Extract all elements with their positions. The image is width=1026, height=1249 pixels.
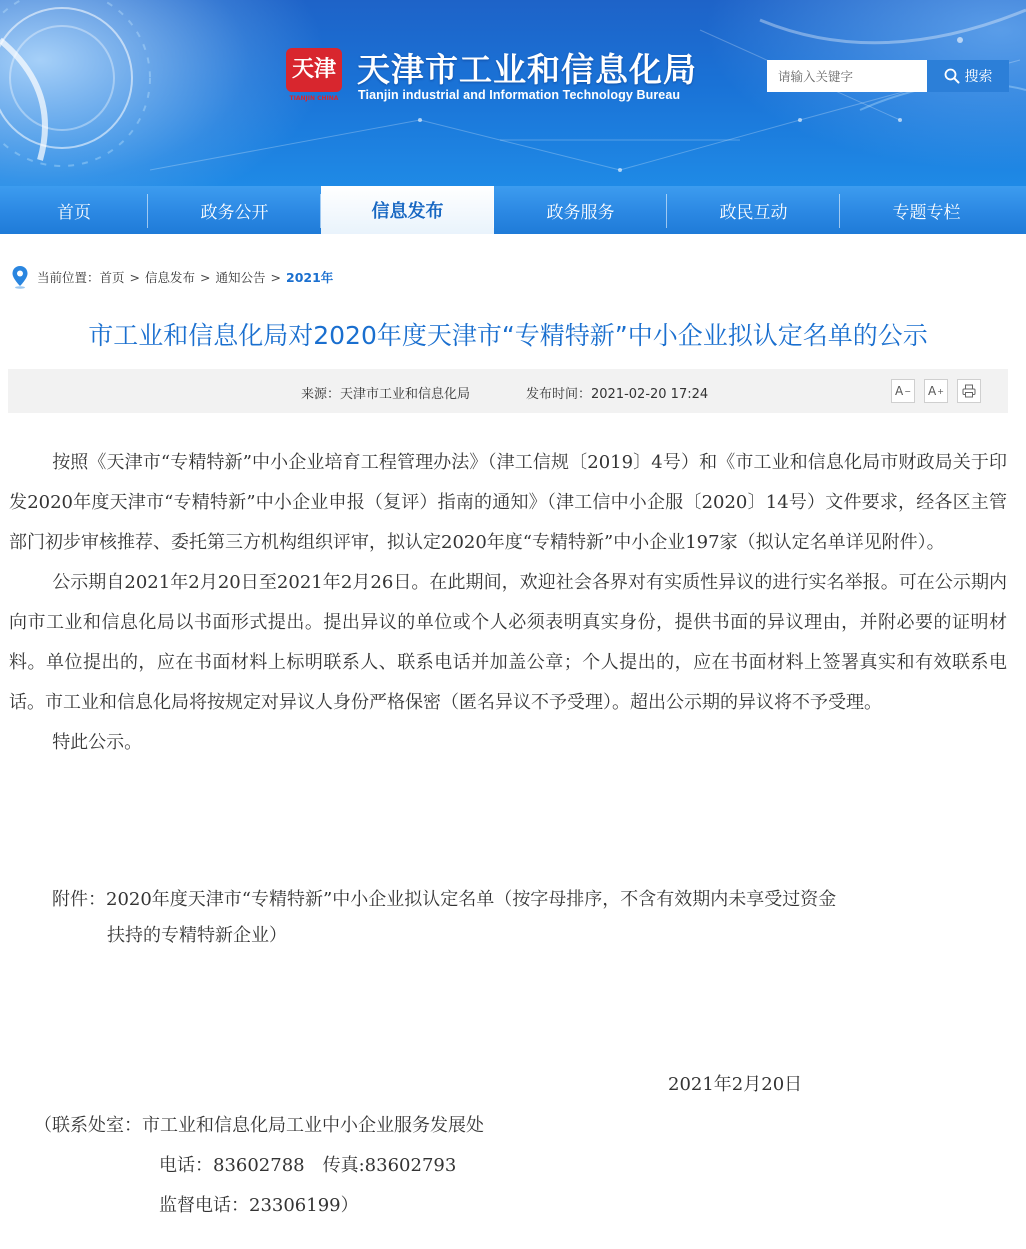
breadcrumb-home[interactable]: 首页: [99, 270, 125, 285]
search-button[interactable]: [927, 60, 1009, 92]
article-meta-bar: [8, 369, 1008, 413]
svg-text:TIANJIN CHINA: TIANJIN CHINA: [289, 95, 339, 102]
font-increase-label: A: [928, 384, 937, 398]
article-source: 来源：天津市工业和信息化局: [301, 387, 471, 402]
nav-item-special-topics[interactable]: 专题专栏: [892, 202, 961, 223]
contact-phone-fax: 电话：83602788 传真:83602793: [159, 1155, 457, 1176]
printer-icon: [962, 384, 976, 398]
svg-text:天津: 天津: [291, 57, 337, 82]
main-nav: [0, 186, 1026, 234]
article-publish-time: 发布时间：2021-02-20 17:24: [526, 387, 709, 402]
nav-item-government-affairs[interactable]: 政务公开: [148, 186, 321, 234]
breadcrumb-current-year[interactable]: 2021年: [286, 270, 334, 285]
font-decrease-label: A: [895, 384, 904, 398]
site-subtitle: Tianjin industrial and Information Technology Bureau: [358, 88, 681, 102]
article-attachment[interactable]: [52, 882, 1002, 954]
article-body: [9, 443, 1007, 763]
nav-item-interaction[interactable]: 政民互动: [667, 186, 840, 234]
search-icon: [944, 68, 960, 84]
attachment-line-2: 扶持的专精特新企业）: [107, 925, 287, 946]
breadcrumb-prefix: 当前位置：: [37, 270, 100, 285]
nav-item-home[interactable]: 首页: [0, 186, 148, 234]
font-increase-button[interactable]: [924, 379, 948, 403]
article-tools: [891, 379, 981, 403]
contact-office: （联系处室：市工业和信息化局工业中小企业服务发展处: [34, 1115, 484, 1136]
contact-supervision-phone: 监督电话：23306199）: [159, 1195, 359, 1216]
search-button-label: 搜索: [964, 69, 993, 85]
site-title: 天津市工业和信息化局: [357, 50, 697, 89]
contact-info: [34, 1106, 484, 1226]
breadcrumb-notices[interactable]: 通知公告: [215, 270, 266, 285]
header-banner: [0, 0, 1026, 186]
article-paragraph: 公示期自2021年2月20日至2021年2月26日。在此期间，欢迎社会各界对有实质性异议的进行实名举报。可在公示期内向市工业和信息化局以书面形式提出。提出异议的单位或个人必须表明真实身份，提供书面的异议理由，并附必要的证明材料。单位提出的，应在书面材料上标明联系人、联系电话并加盖公章；个人提出的，应在书面材料上签署真实和有效联系电话。市工业和信息化局将按规定对异议人身份严格保密（匿名异议不予受理）。超出公示期的异议将不予受理。: [9, 572, 1007, 713]
nav-item-gov-services[interactable]: 政务服务: [494, 186, 667, 234]
minus-icon: −: [904, 386, 911, 396]
print-button[interactable]: [957, 379, 981, 403]
search-input[interactable]: [767, 60, 927, 92]
font-decrease-button[interactable]: [891, 379, 915, 403]
article-paragraph: 按照《天津市“专精特新”中小企业培育工程管理办法》（津工信规〔2019〕4号）和《市工业和信息化局市财政局关于印发2020年度天津市“专精特新”中小企业申报（复评）指南的通知》（津工信中小企服〔2020〕14号）文件要求，经各区主管部门初步审核推荐、委托第三方机构组织评审，拟认定2020年度“专精特新”中小企业197家（拟认定名单详见附件）。: [9, 452, 1007, 553]
plus-icon: +: [937, 386, 944, 396]
breadcrumb: [11, 264, 333, 290]
bureau-logo: [284, 46, 344, 102]
article-paragraph: 特此公示。: [52, 732, 143, 753]
nav-item-info-release[interactable]: 信息发布: [321, 186, 494, 234]
breadcrumb-separator: >: [200, 269, 211, 285]
article-title: 市工业和信息化局对2020年度天津市“专精特新”中小企业拟认定名单的公示: [88, 321, 928, 350]
location-pin-icon: [11, 265, 29, 289]
breadcrumb-info-release[interactable]: 信息发布: [145, 270, 196, 285]
breadcrumb-separator: >: [129, 269, 141, 285]
signature-date: 2021年2月20日: [668, 1074, 803, 1095]
breadcrumb-separator: >: [270, 269, 282, 285]
attachment-line-1: 附件：2020年度天津市“专精特新”中小企业拟认定名单（按字母排序，不含有效期内未享受过资金: [52, 889, 837, 910]
